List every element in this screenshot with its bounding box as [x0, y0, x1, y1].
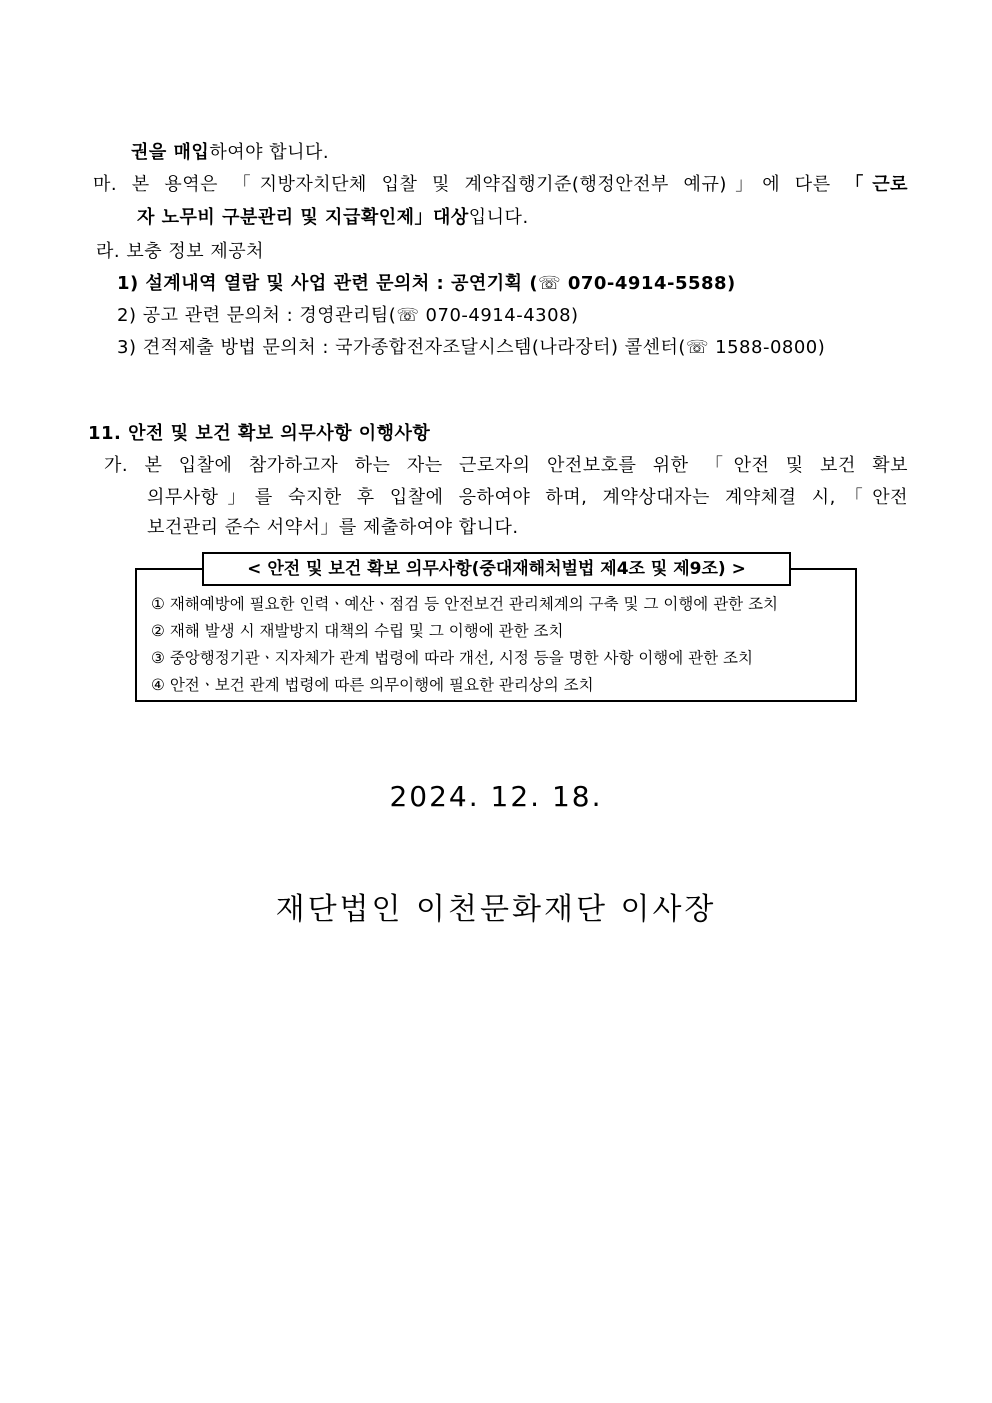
contact-1: 1) 설계내역 열람 및 사업 관련 문의처 : 공연기획 (☏ 070-4914-5588) [117, 273, 736, 294]
contact-2: 2) 공고 관련 문의처 : 경영관리팀(☏ 070-4914-4308) [117, 305, 579, 326]
item-ma-line1 [93, 176, 908, 194]
item-ma-line2 [137, 209, 529, 227]
item-ga-line1: 가. 본 입찰에 참가하고자 하는 자는 근로자의 안전보호를 위한 「안전 및 보건 확보 [104, 455, 908, 476]
section-11-title: 11. 안전 및 보건 확보 의무사항 이행사항 [88, 423, 431, 444]
obligation-item-1: ① 재해예방에 필요한 인력ㆍ예산ㆍ점검 등 안전보건 관리체계의 구축 및 그 이행에 관한 조치 [151, 595, 779, 613]
item-ma-bold-2: 자 노무비 구분관리 및 지급확인제」대상 [137, 207, 469, 228]
continuation-bold: 권을 매입 [131, 142, 210, 163]
contact-3: 3) 견적제출 방법 문의처 : 국가종합전자조달시스템(나라장터) 콜센터(☏ 1588-0800) [117, 337, 826, 358]
item-ma-text: 마. 본 용역은 「지방자치단체 입찰 및 계약집행기준(행정안전부 예규)」에 다른 [93, 174, 831, 195]
item-ga-line3: 보건관리 준수 서약서」를 제출하여야 합니다. [147, 517, 519, 538]
obligation-item-3: ③ 중앙행정기관ㆍ지자체가 관계 법령에 따라 개선, 시정 등을 명한 사항 이행에 관한 조치 [151, 649, 754, 667]
item-ra-title: 라. 보충 정보 제공처 [96, 241, 264, 262]
obligation-item-4: ④ 안전ㆍ보건 관계 법령에 따른 의무이행에 필요한 관리상의 조치 [151, 676, 594, 694]
issuer-signature: 재단법인 이천문화재단 이사장 [275, 892, 717, 927]
item-ga-line2: 의무사항」를 숙지한 후 입찰에 응하여야 하며, 계약상대자는 계약체결 시,「안전 [147, 487, 908, 508]
document-date: 2024. 12. 18. [389, 780, 603, 813]
continuation-text: 하여야 합니다. [209, 142, 330, 163]
item-ma-bold: 「근로 [845, 174, 908, 195]
item-ma-text-2: 입니다. [468, 207, 529, 228]
obligations-box-title: < 안전 및 보건 확보 의무사항(중대재해처벌법 제4조 및 제9조) > [202, 552, 791, 586]
continuation-line [131, 144, 329, 162]
obligation-item-2: ② 재해 발생 시 재발방지 대책의 수립 및 그 이행에 관한 조치 [151, 622, 564, 640]
